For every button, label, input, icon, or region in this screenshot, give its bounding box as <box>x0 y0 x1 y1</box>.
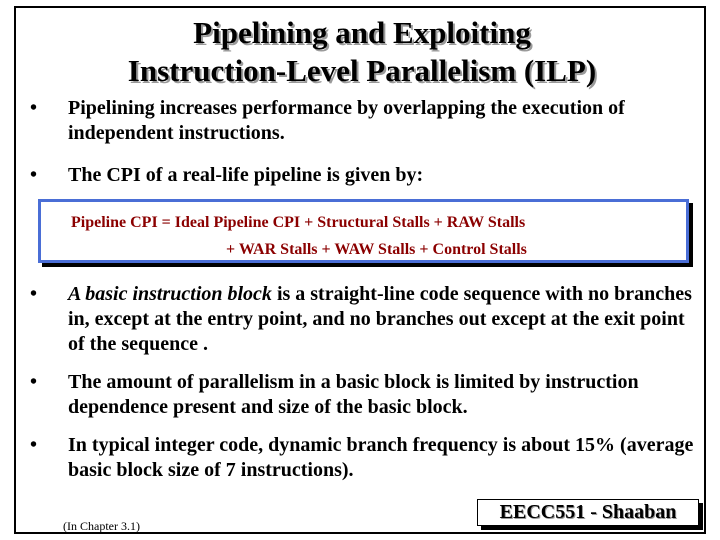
bullet-text <box>68 282 700 357</box>
slide-title <box>16 14 708 90</box>
bullet-dot: • <box>30 434 38 456</box>
title-line-1: Pipelining and Exploiting <box>193 15 531 50</box>
bullet-dot: • <box>30 97 38 119</box>
title-line-2: Instruction-Level Parallelism (ILP) <box>127 53 597 88</box>
course-badge: EECC551 - Shaaban <box>477 499 699 526</box>
bullet-dot: • <box>30 283 38 305</box>
cpi-formula-box <box>38 199 689 263</box>
bullet-branch-frequency <box>30 433 700 483</box>
slide <box>14 6 706 534</box>
bullet-text: Pipelining increases performance by overlapping the execution of independent instructions. <box>68 97 625 144</box>
chapter-footnote: (In Chapter 3.1) <box>63 519 140 533</box>
basic-block-definition: is a straight-line code sequence with no branches in, except at the entry point, and no branches out except at the exit point of the sequence . <box>68 283 692 355</box>
bullet-dot: • <box>30 371 38 393</box>
bullet-text: The CPI of a real-life pipeline is given by: <box>68 164 424 186</box>
bullet-text: In typical integer code, dynamic branch frequency is about 15% (average basic block size of 7 instructions). <box>68 434 694 481</box>
basic-block-term: A basic instruction block <box>68 283 272 305</box>
bullet-parallelism <box>30 370 700 420</box>
formula-line-2: + WAR Stalls + WAW Stalls + Control Stalls <box>226 241 527 258</box>
bullet-basic-block <box>30 282 700 357</box>
bullet-cpi <box>30 163 700 188</box>
bullet-text: The amount of parallelism in a basic block is limited by instruction dependence present and size of the basic block. <box>68 371 639 418</box>
formula-line-1: Pipeline CPI = Ideal Pipeline CPI + Structural Stalls + RAW Stalls <box>71 214 526 231</box>
bullet-dot: • <box>30 164 38 186</box>
bullet-pipelining <box>30 96 700 146</box>
